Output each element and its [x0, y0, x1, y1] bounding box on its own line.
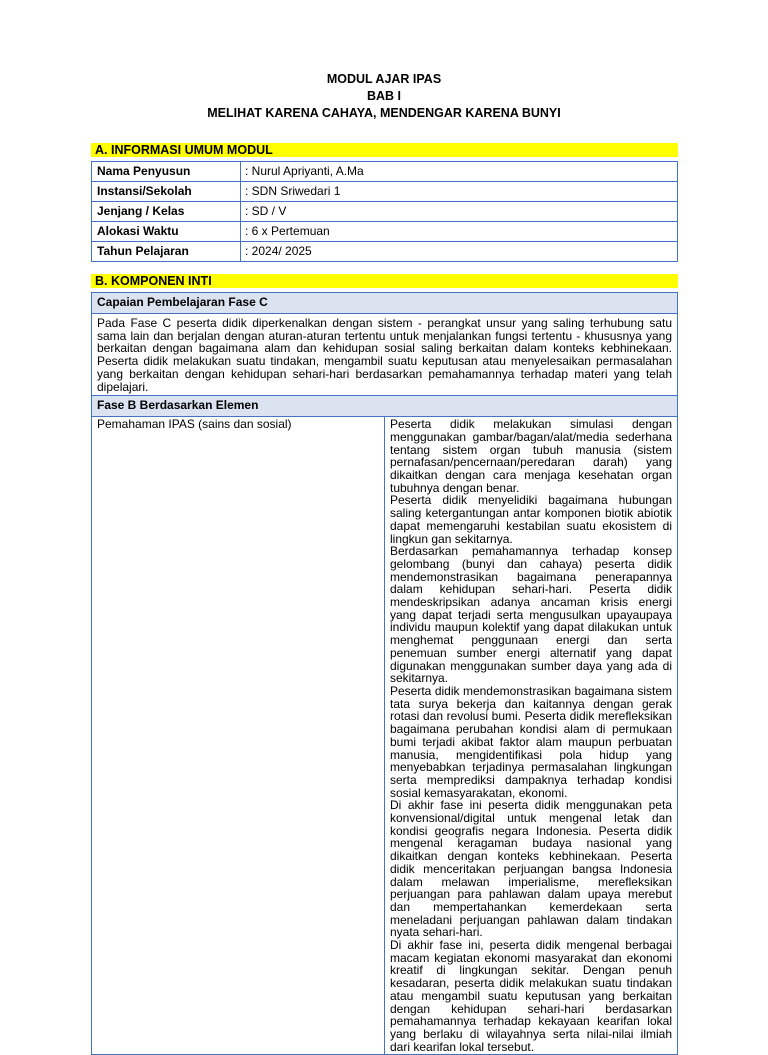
- document-header: [0, 71, 768, 122]
- element-description: [385, 417, 678, 1055]
- info-value: : SDN Sriwedari 1: [241, 182, 678, 202]
- info-label: Tahun Pelajaran: [92, 242, 241, 262]
- info-label: Instansi/Sekolah: [92, 182, 241, 202]
- element-paragraph: Peserta didik mendemonstrasikan bagaimana sistem tata surya bekerja dan kaitannya dengan gerak rotasi dan revolusi bumi. Peserta didik merefleksikan bagaimana perubahan kondisi alam di permukaan bumi terjadi akibat faktor alam maupun perbuatan manusia, mengidentifikasi pola hidup yang menyebabkan terjadinya permasalahan lingkungan serta memprediksi dampaknya terhadap kondisi sosial kemasyarakatan, ekonomi.: [390, 683, 672, 800]
- info-value: : SD / V: [241, 202, 678, 222]
- table-row: [92, 162, 678, 182]
- section-a-heading: A. INFORMASI UMUM MODUL: [91, 143, 678, 157]
- module-title: MODUL AJAR IPAS: [326, 72, 442, 86]
- info-value: : Nurul Apriyanti, A.Ma: [241, 162, 678, 182]
- table-row: [92, 182, 678, 202]
- element-paragraph: Peserta didik menyelidiki bagaimana hubungan saling ketergantungan antar komponen biotik abiotik dapat memengaruhi kestabilan suatu ekosistem di lingkun gan sekitarnya.: [390, 493, 672, 546]
- table-row: [92, 242, 678, 262]
- capaian-heading: Capaian Pembelajaran Fase C: [92, 293, 678, 314]
- table-row: [92, 202, 678, 222]
- info-value: : 6 x Pertemuan: [241, 222, 678, 242]
- info-label: Jenjang / Kelas: [92, 202, 241, 222]
- element-paragraph: Berdasarkan pemahamannya terhadap konsep gelombang (bunyi dan cahaya) peserta didik mendemonstrasikan bagaimana penerapannya dalam kehidupan sehari-hari. Peserta didik mendeskripsikan adanya ancaman krisis energi yang dapat terjadi serta mengusulkan upayaupaya individu maupun kolektif yang dapat dilakukan untuk menghemat penggunaan energi dan serta penemuan sumber energi alternatif yang dapat digunakan menggunakan sumber daya yang ada di sekitarnya.: [390, 544, 672, 686]
- table-row: [92, 417, 678, 1055]
- table-row: [92, 222, 678, 242]
- general-info-table: [91, 161, 678, 262]
- chapter-label: BAB I: [366, 89, 402, 103]
- section-b-heading: B. KOMPONEN INTI: [91, 274, 678, 288]
- table-row: [92, 396, 678, 417]
- fase-heading: Fase B Berdasarkan Elemen: [92, 396, 678, 417]
- info-label: Nama Penyusun: [92, 162, 241, 182]
- table-row: [92, 314, 678, 396]
- capaian-text: Pada Fase C peserta didik diperkenalkan dengan sistem - perangkat unsur yang saling terhubung satu sama lain dan berjalan dengan aturan-aturan tertentu untuk menjalankan fungsi tertentu - khususnya yang berkaitan dengan bagaimana alam dan kehidupan sosial saling berkaitan dalam konteks kebhinekaan. Peserta didik melakukan suatu tindakan, mengambil suatu keputusan atau menyelesaikan permasalahan yang berkaitan dengan kehidupan sehari-hari berdasarkan pemahamannya terhadap materi yang telah dipelajari.: [92, 314, 678, 396]
- element-label: Pemahaman IPAS (sains dan sosial): [92, 417, 385, 1055]
- table-row: [92, 293, 678, 314]
- element-paragraph: Di akhir fase ini peserta didik menggunakan peta konvensional/digital untuk mengenal letak dan kondisi geografis negara Indonesia. Peserta didik mengenal keragaman budaya nasional yang dikaitkan dengan konteks kebhinekaan. Peserta didik menceritakan perjuangan bangsa Indonesia dalam melawan imperialisme, merefleksikan perjuangan para pahlawan dalam upaya merebut dan mempertahankan kemerdekaan serta meneladani perjuangan pahlawan dalam tindakan nyata sehari-hari.: [390, 798, 672, 940]
- info-value: : 2024/ 2025: [241, 242, 678, 262]
- chapter-title: MELIHAT KARENA CAHAYA, MENDENGAR KARENA BUNYI: [207, 106, 561, 120]
- info-label: Alokasi Waktu: [92, 222, 241, 242]
- core-component-table: [91, 292, 678, 1055]
- element-paragraph: Di akhir fase ini, peserta didik mengenal berbagai macam kegiatan ekonomi masyarakat dan ekonomi kreatif di lingkungan sekitar. Dengan penuh kesadaran, peserta didik melakukan suatu tindakan atau mengambil suatu keputusan yang berkaitan dengan kehidupan sehari-hari berdasarkan pemahamannya terhadap kekayaan kearifan lokal yang berlaku di wilayahnya serta nilai-nilai ilmiah dari kearifan lokal tersebut.: [390, 938, 672, 1054]
- element-paragraph: Peserta didik melakukan simulasi dengan menggunakan gambar/bagan/alat/media sederhana tentang sistem organ tubuh manusia (sistem pernafasan/pencernaan/peredaran darah) yang dikaitkan dengan cara menjaga kesehatan organ tubuhnya dengan benar.: [390, 417, 672, 495]
